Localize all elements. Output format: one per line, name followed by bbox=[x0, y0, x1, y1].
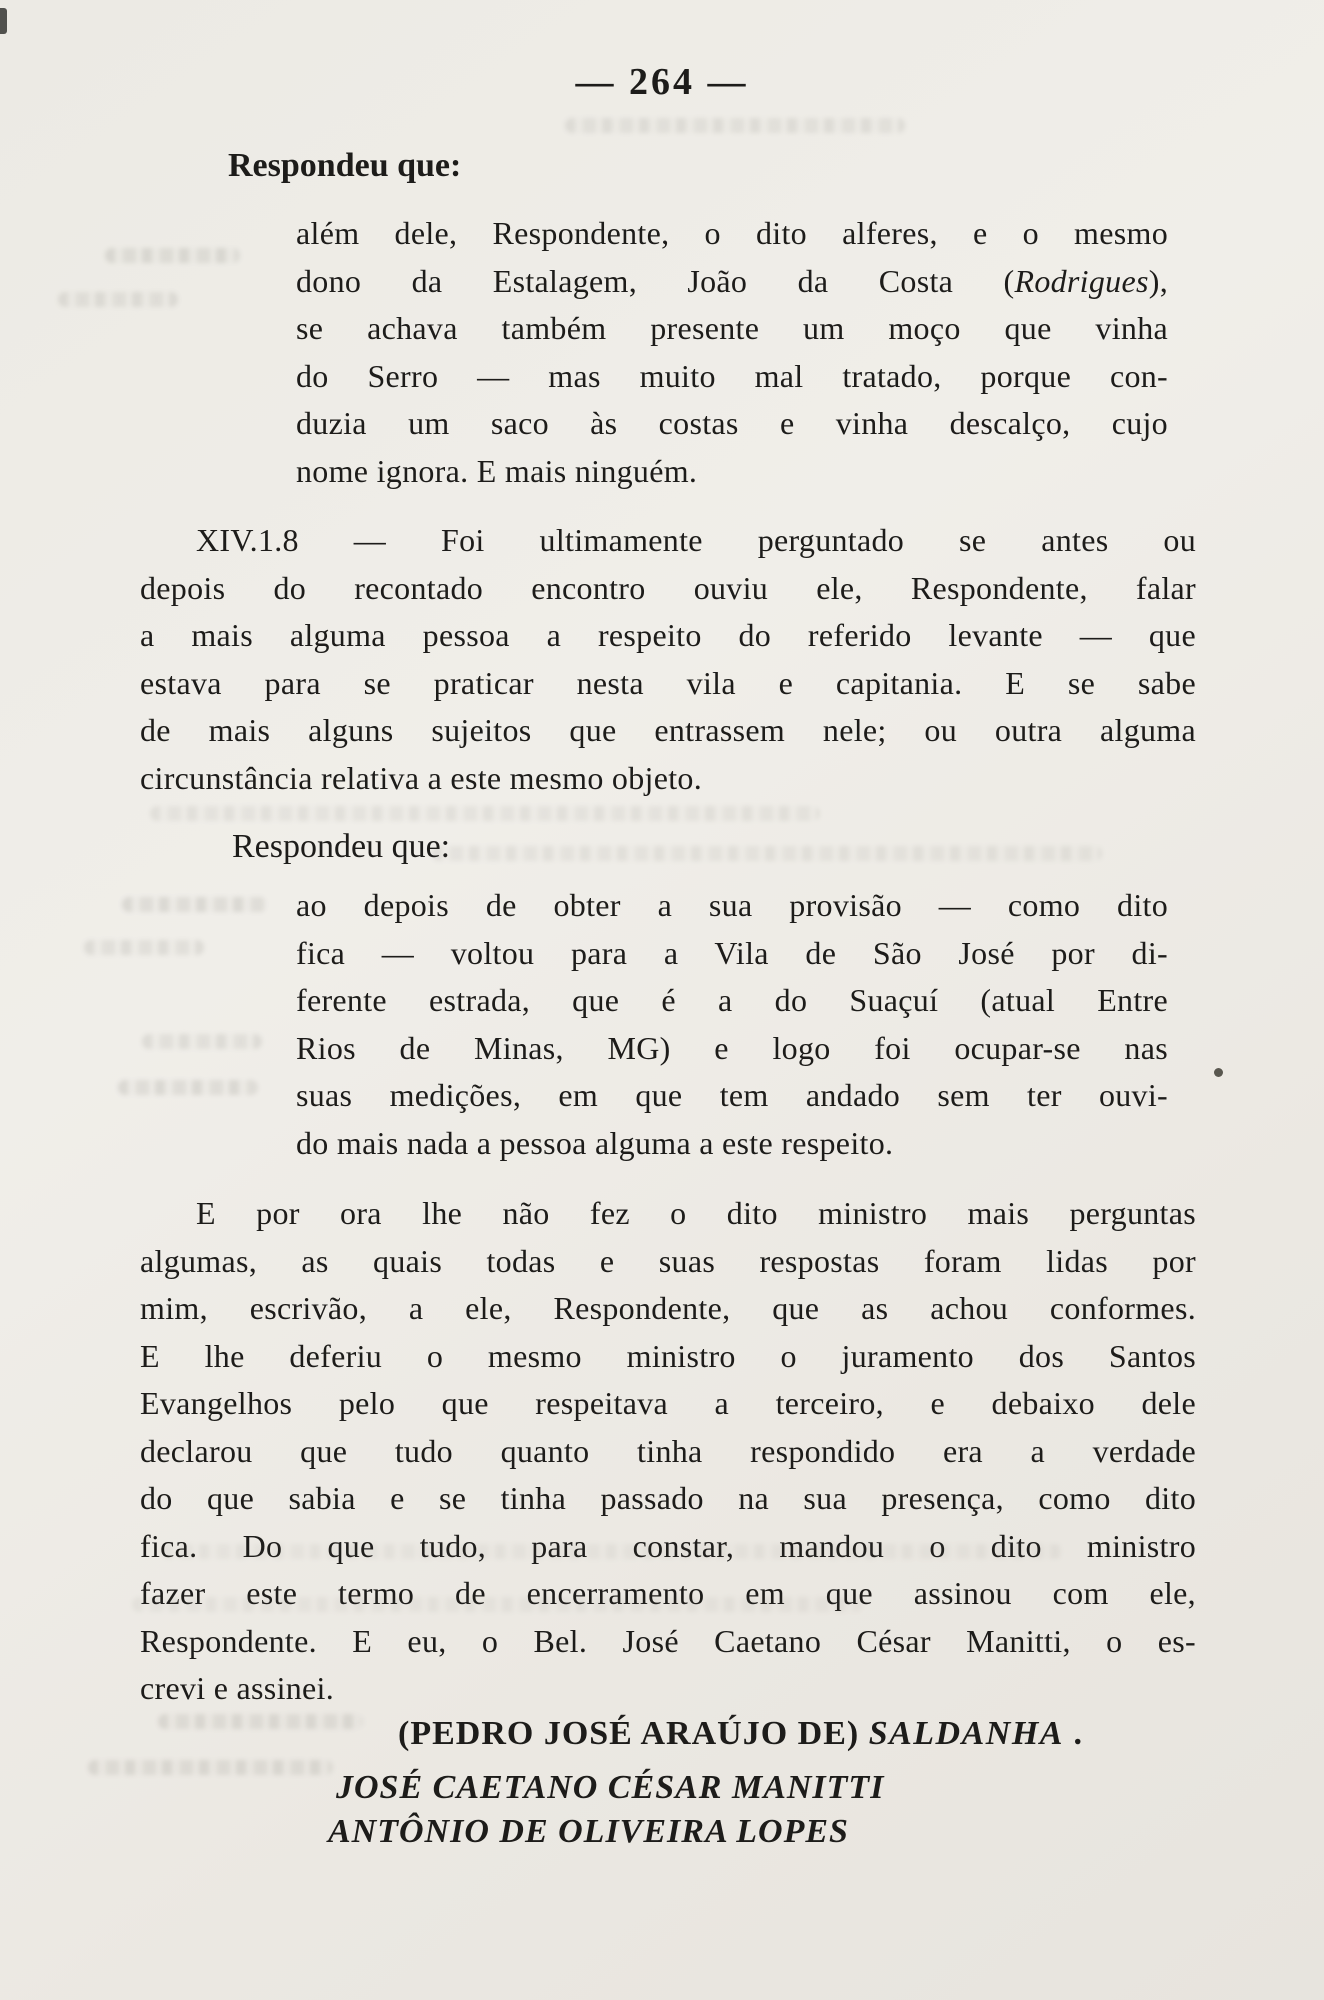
bleedthrough-smudge bbox=[142, 1034, 262, 1049]
respondeu-heading-1: Respondeu que: bbox=[228, 147, 462, 184]
text-segment: ), bbox=[1148, 262, 1168, 299]
text-line: Evangelhos pelo que respeitava a terceiro, e debaixo dele bbox=[140, 1385, 1196, 1421]
deposition-quote-block-1 bbox=[296, 210, 1168, 495]
closing-paragraph bbox=[140, 1190, 1196, 1713]
bleedthrough-smudge bbox=[132, 1597, 862, 1612]
signature-suffix: . bbox=[1063, 1715, 1083, 1752]
text-line: se achava também presente um moço que vinha bbox=[296, 310, 1168, 346]
respondeu-heading-2: Respondeu que: bbox=[232, 828, 451, 865]
text-line: Respondente. E eu, o Bel. José Caetano César Manitti, o es- bbox=[140, 1622, 1196, 1659]
bleedthrough-smudge bbox=[158, 1714, 363, 1729]
text-line: fica. Do que tudo, para constar, mandou o dito ministro bbox=[140, 1527, 1196, 1564]
text-line: XIV.1.8 — Foi ultimamente perguntado se antes ou bbox=[196, 522, 1196, 558]
bleedthrough-smudge bbox=[565, 118, 905, 133]
text-line: fazer este termo de encerramento em que assinou com ele, bbox=[140, 1575, 1196, 1611]
deposition-quote-block-2 bbox=[296, 882, 1168, 1167]
bleedthrough-smudge bbox=[58, 292, 178, 307]
text-line: depois do recontado encontro ouviu ele, Respondente, falar bbox=[140, 569, 1196, 606]
signature-saldanha bbox=[398, 1712, 1083, 1756]
text-line: ferente estrada, que é a do Suaçuí (atual Entre bbox=[296, 982, 1168, 1018]
bleedthrough-smudge bbox=[432, 846, 1102, 861]
text-line: mim, escrivão, a ele, Respondente, que as achou conformes. bbox=[140, 1290, 1196, 1326]
text-line: ao depois de obter a sua provisão — como dito bbox=[296, 887, 1168, 923]
text-line: nome ignora. E mais ninguém. bbox=[296, 452, 698, 489]
text-line: suas medições, em que tem andado sem ter ouvi- bbox=[296, 1077, 1168, 1113]
text-line: algumas, as quais todas e suas respostas foram lidas por bbox=[140, 1242, 1196, 1279]
question-paragraph-xiv-1-8 bbox=[140, 517, 1196, 802]
signature-lopes: ANTÔNIO DE OLIVEIRA LOPES bbox=[328, 1813, 849, 1850]
text-line: estava para se praticar nesta vila e capitania. E se sabe bbox=[140, 664, 1196, 701]
ink-dot bbox=[1214, 1068, 1223, 1077]
bleedthrough-smudge bbox=[162, 1544, 1062, 1559]
text-line: Rios de Minas, MG) e logo foi ocupar-se nas bbox=[296, 1029, 1168, 1066]
text-line: duzia um saco às costas e vinha descalço, cujo bbox=[296, 405, 1168, 441]
text-line: do mais nada a pessoa alguma a este respeito. bbox=[296, 1124, 894, 1161]
bleedthrough-smudge bbox=[150, 806, 820, 821]
text-line: circunstância relativa a este mesmo objeto. bbox=[140, 759, 703, 796]
text-line: fica — voltou para a Vila de São José por di- bbox=[296, 934, 1168, 971]
text-line: além dele, Respondente, o dito alferes, e o mesmo bbox=[296, 215, 1168, 251]
bleedthrough-smudge bbox=[122, 897, 267, 912]
text-segment: dono da Estalagem, João da Costa ( bbox=[296, 262, 1015, 299]
text-line: do que sabia e se tinha passado na sua presença, como dito bbox=[140, 1480, 1196, 1516]
bleedthrough-smudge bbox=[84, 940, 204, 955]
signature-italic-part: SALDANHA bbox=[868, 1715, 1064, 1752]
text-line: do Serro — mas muito mal tratado, porque con- bbox=[296, 357, 1168, 394]
signature-manitti: JOSÉ CAETANO CÉSAR MANITTI bbox=[336, 1769, 885, 1806]
text-line: a mais alguma pessoa a respeito do referido levante — que bbox=[140, 617, 1196, 653]
text-line: crevi e assinei. bbox=[140, 1670, 335, 1706]
text-line: E lhe deferiu o mesmo ministro o juramento dos Santos bbox=[140, 1337, 1196, 1374]
text-line bbox=[296, 258, 1168, 306]
bleedthrough-smudge bbox=[118, 1080, 258, 1095]
italic-name: Rodrigues bbox=[1014, 262, 1149, 299]
scan-edge-mark bbox=[0, 8, 7, 34]
text-line: de mais alguns sujeitos que entrassem nele; ou outra alguma bbox=[140, 712, 1196, 748]
bleedthrough-smudge bbox=[88, 1760, 333, 1775]
signature-roman-part: (PEDRO JOSÉ ARAÚJO DE) bbox=[398, 1715, 869, 1752]
page-number: — 264 — bbox=[575, 61, 749, 103]
text-line: E por ora lhe não fez o dito ministro mais perguntas bbox=[196, 1195, 1196, 1231]
bleedthrough-smudge bbox=[105, 248, 240, 263]
text-line: declarou que tudo quanto tinha respondido era a verdade bbox=[140, 1432, 1196, 1469]
